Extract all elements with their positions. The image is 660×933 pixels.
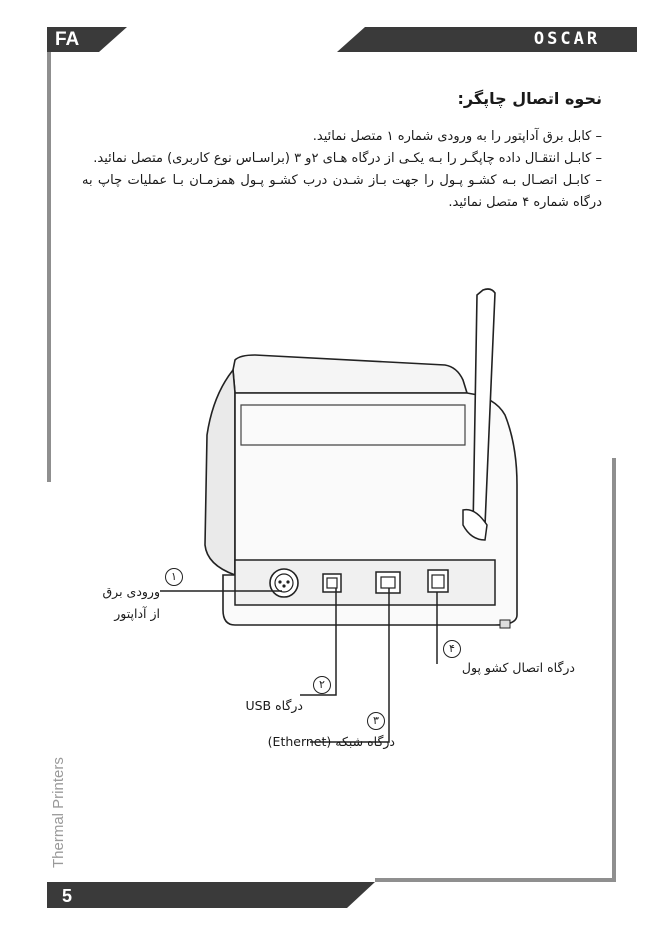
instruction-item: – کابـل انتقـال داده چاپگـر را بـه یکـی از درگاه هـای ۲و ۳ (براسـاس نوع کاربری) متصل نمائید. [93,151,602,166]
section-heading: نحوه اتصال چاپگر: [457,89,602,108]
callout-label: از آداپتور [114,606,160,621]
brand-logo: OSCAR [533,29,601,49]
callout-number: ۱ [165,568,183,586]
callout-ethernet [240,712,395,756]
callout-label: درگاه شبکه (Ethernet) [267,734,395,749]
page-number: 5 [62,886,73,906]
language-tag: FA [47,27,99,52]
callout-number: ۲ [313,676,331,694]
callout-power [75,568,190,628]
footer-bar [47,882,377,908]
instruction-item: – کابل برق آداپتور را به ورودی شماره ۱ متصل نمائید. [312,129,602,144]
callout-number: ۴ [443,640,461,658]
callout-label: درگاه USB [245,698,303,713]
callout-label: ورودی برق [102,584,160,599]
callout-cash-drawer [435,640,595,684]
callout-label: درگاه اتصال کشو پول [461,660,575,675]
callout-number: ۳ [367,712,385,730]
instruction-item: – کابـل اتصـال بـه کشـو پـول را جهت بـاز شـدن درب کشـو پـول همزمـان بـا عملیات چاپ به درگاه شماره ۴ متصل نمائید. [82,173,602,210]
side-caption: Thermal Printers [50,757,67,868]
